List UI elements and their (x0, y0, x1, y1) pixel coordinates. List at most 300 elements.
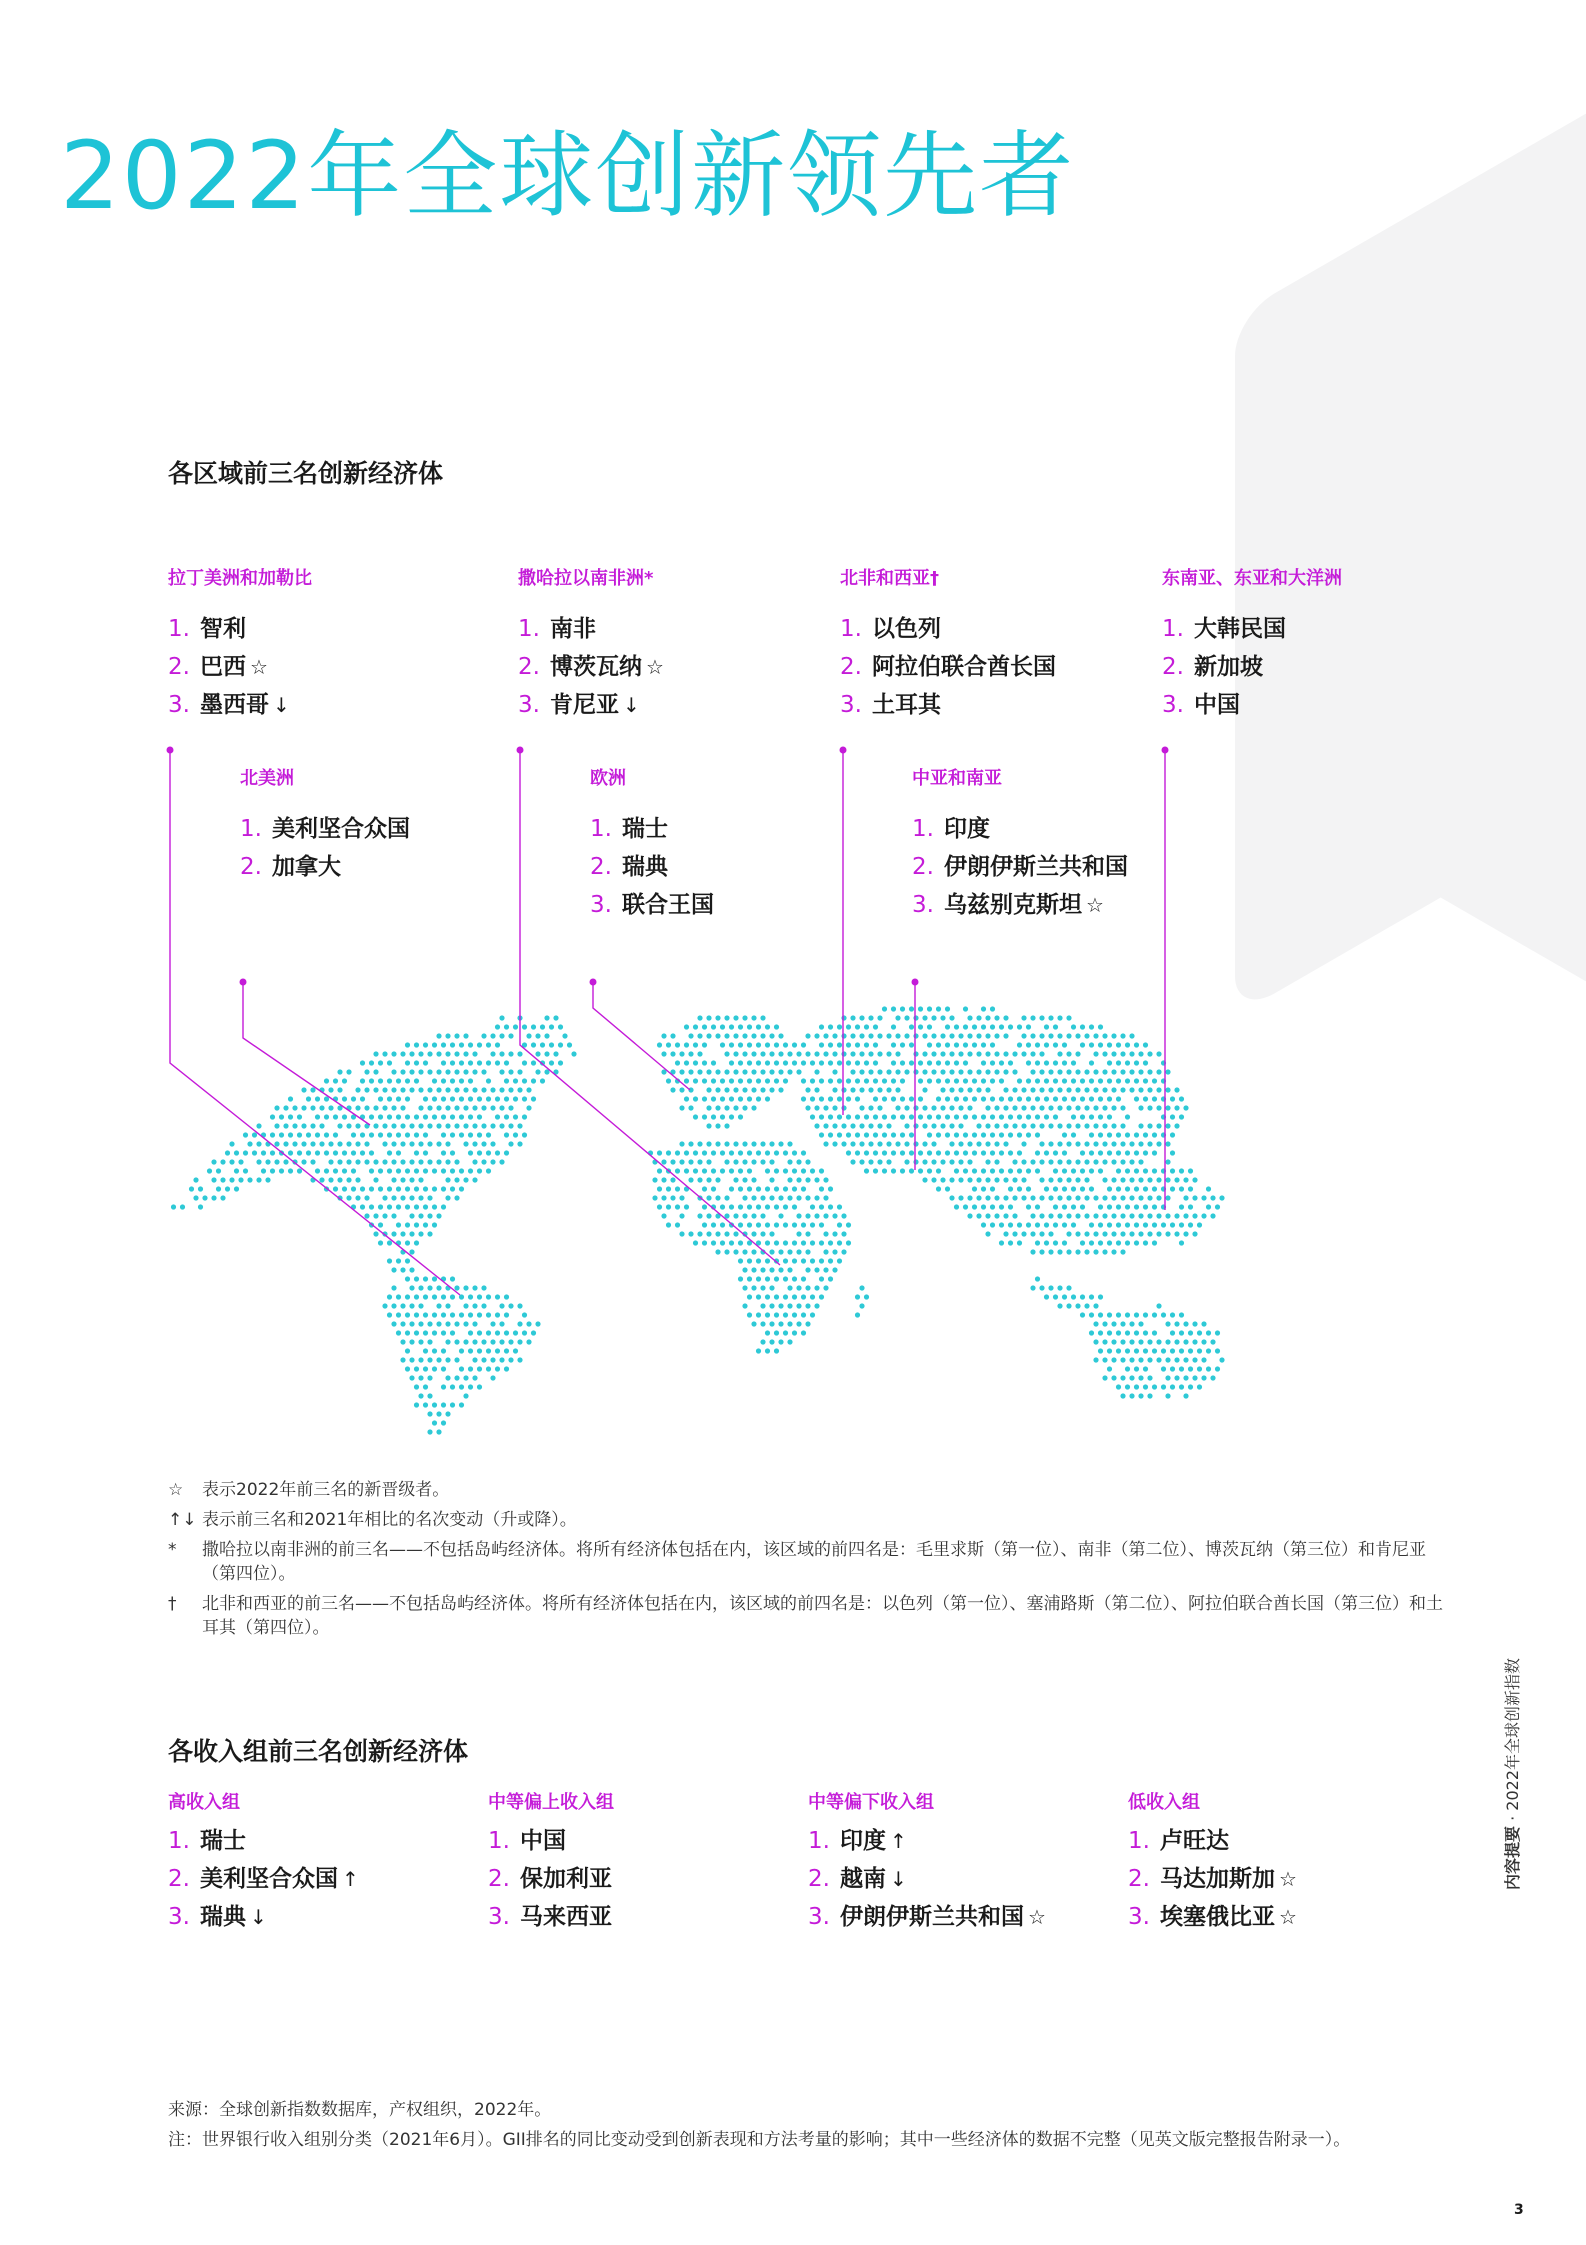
map-dot (445, 1339, 450, 1344)
map-dot (346, 1195, 351, 1200)
map-dot (1080, 1114, 1085, 1119)
map-dot (454, 1069, 459, 1074)
map-dot (985, 1231, 990, 1236)
map-dot (1026, 1114, 1031, 1119)
map-dot (427, 1069, 432, 1074)
map-dot (486, 1060, 491, 1065)
map-dot (490, 1123, 495, 1128)
map-dot (958, 1195, 963, 1200)
map-dot (1152, 1222, 1157, 1227)
map-dot (918, 1168, 923, 1173)
map-dot (562, 1033, 567, 1038)
list-item: 1. 卢旺达 (1128, 1828, 1229, 1854)
map-dot (873, 1060, 878, 1065)
map-dot (913, 1159, 918, 1164)
income-group-title: 高收入组 (168, 1792, 240, 1813)
map-dot (720, 1114, 725, 1119)
map-dot (886, 1159, 891, 1164)
list-item: 3. 马来西亚 (488, 1904, 612, 1930)
map-dot (477, 1060, 482, 1065)
map-dot (675, 1222, 680, 1227)
map-dot (504, 1132, 509, 1137)
map-dot (1084, 1033, 1089, 1038)
map-dot (990, 1204, 995, 1209)
map-dot (774, 1060, 779, 1065)
map-dot (1066, 1069, 1071, 1074)
map-dot (391, 1123, 396, 1128)
map-dot (801, 1078, 806, 1083)
map-dot (472, 1123, 477, 1128)
region-north-africa-west-asia (840, 564, 1170, 724)
income-group-lower-middle (808, 1788, 1138, 1936)
map-dot (1026, 1186, 1031, 1191)
map-dot (1102, 1195, 1107, 1200)
map-dot (981, 1096, 986, 1101)
map-dot (945, 1096, 950, 1101)
map-dot (1120, 1249, 1125, 1254)
map-dot (1102, 1159, 1107, 1164)
map-dot (868, 1123, 873, 1128)
map-dot (783, 1240, 788, 1245)
map-dot (526, 1087, 531, 1092)
map-dot (1012, 1105, 1017, 1110)
map-dot (837, 1258, 842, 1263)
map-dot (1107, 1078, 1112, 1083)
map-dot (1183, 1105, 1188, 1110)
map-dot (1057, 1105, 1062, 1110)
map-dot (999, 1204, 1004, 1209)
map-dot (414, 1312, 419, 1317)
map-dot (1039, 1231, 1044, 1236)
map-dot (733, 1033, 738, 1038)
map-dot (409, 1285, 414, 1290)
map-dot (171, 1204, 176, 1209)
map-dot (1084, 1303, 1089, 1308)
map-dot (454, 1321, 459, 1326)
map-dot (841, 1105, 846, 1110)
map-dot (1179, 1114, 1184, 1119)
map-dot (517, 1087, 522, 1092)
map-dot (486, 1330, 491, 1335)
map-dot (886, 1141, 891, 1146)
map-dot (522, 1024, 527, 1029)
map-dot (454, 1357, 459, 1362)
map-dot (427, 1285, 432, 1290)
map-dot (360, 1132, 365, 1137)
map-dot (657, 1168, 662, 1173)
map-dot (1062, 1240, 1067, 1245)
map-dot (432, 1186, 437, 1191)
map-dot (954, 1096, 959, 1101)
map-dot (1165, 1195, 1170, 1200)
map-dot (738, 1150, 743, 1155)
map-dot (958, 1141, 963, 1146)
map-dot (963, 1096, 968, 1101)
map-dot (868, 1069, 873, 1074)
map-dot (1080, 1312, 1085, 1317)
map-dot (981, 1132, 986, 1137)
map-dot (751, 1069, 756, 1074)
map-dot (436, 1033, 441, 1038)
map-dot (337, 1087, 342, 1092)
map-dot (985, 1033, 990, 1038)
map-dot (418, 1213, 423, 1218)
map-dot (1066, 1195, 1071, 1200)
map-dot (234, 1150, 239, 1155)
region-title: 中亚和南亚 (912, 768, 1002, 789)
list-item: 3. 联合王国 (590, 892, 714, 918)
map-dot (846, 1060, 851, 1065)
map-dot (535, 1033, 540, 1038)
map-dot (1048, 1195, 1053, 1200)
map-dot (756, 1150, 761, 1155)
map-dot (436, 1141, 441, 1146)
map-dot (918, 1096, 923, 1101)
map-dot (1129, 1213, 1134, 1218)
map-dot (778, 1195, 783, 1200)
map-dot (1183, 1177, 1188, 1182)
map-dot (918, 1150, 923, 1155)
map-dot (427, 1357, 432, 1362)
map-dot (450, 1042, 455, 1047)
map-dot (1017, 1150, 1022, 1155)
map-dot (711, 1114, 716, 1119)
map-dot (477, 1348, 482, 1353)
map-dot (810, 1060, 815, 1065)
map-dot (445, 1159, 450, 1164)
map-dot (319, 1123, 324, 1128)
list-item: 2. 加拿大 (240, 854, 341, 880)
map-dot (688, 1141, 693, 1146)
map-dot (1102, 1051, 1107, 1056)
map-dot (1161, 1312, 1166, 1317)
map-dot (1143, 1348, 1148, 1353)
map-dot (1098, 1150, 1103, 1155)
map-dot (774, 1150, 779, 1155)
map-dot (463, 1321, 468, 1326)
map-dot (891, 1168, 896, 1173)
map-dot (900, 1168, 905, 1173)
map-dot (391, 1213, 396, 1218)
map-dot (819, 1132, 824, 1137)
map-dot (1201, 1195, 1206, 1200)
map-dot (1161, 1384, 1166, 1389)
map-dot (1057, 1015, 1062, 1020)
map-dot (756, 1276, 761, 1281)
map-dot (373, 1177, 378, 1182)
map-dot (1116, 1060, 1121, 1065)
sources-notes (168, 2095, 1350, 2155)
map-dot (778, 1051, 783, 1056)
map-dot (1075, 1159, 1080, 1164)
map-dot (1147, 1105, 1152, 1110)
map-dot (468, 1312, 473, 1317)
map-dot (1125, 1366, 1130, 1371)
map-dot (1107, 1132, 1112, 1137)
map-dot (949, 1069, 954, 1074)
map-dot (1089, 1330, 1094, 1335)
map-dot (238, 1159, 243, 1164)
map-dot (495, 1330, 500, 1335)
map-dot (913, 1069, 918, 1074)
map-dot (310, 1141, 315, 1146)
map-dot (324, 1078, 329, 1083)
map-dot (1165, 1177, 1170, 1182)
map-dot (441, 1186, 446, 1191)
map-dot (441, 1402, 446, 1407)
map-dot (490, 1033, 495, 1038)
map-dot (463, 1339, 468, 1344)
map-dot (949, 1141, 954, 1146)
map-dot (391, 1177, 396, 1182)
map-dot (1120, 1177, 1125, 1182)
map-dot (787, 1051, 792, 1056)
map-dot (1179, 1240, 1184, 1245)
map-dot (967, 1159, 972, 1164)
map-dot (819, 1078, 824, 1083)
map-dot (1107, 1060, 1112, 1065)
map-dot (877, 1123, 882, 1128)
list-item: 1. 南非 (518, 616, 596, 642)
map-dot (1179, 1096, 1184, 1101)
map-dot (297, 1132, 302, 1137)
map-dot (481, 1357, 486, 1362)
map-dot (1143, 1240, 1148, 1245)
map-dot (1215, 1366, 1220, 1371)
map-dot (990, 1186, 995, 1191)
map-dot (508, 1123, 513, 1128)
map-dot (756, 1312, 761, 1317)
map-dot (711, 1096, 716, 1101)
map-dot (382, 1195, 387, 1200)
map-dot (409, 1123, 414, 1128)
region-europe (590, 764, 920, 924)
map-dot (976, 1069, 981, 1074)
map-dot (1111, 1141, 1116, 1146)
map-dot (1053, 1222, 1058, 1227)
footnote-north-africa: † 北非和西亚的前三名——不包括岛屿经济体。将所有经济体包括在内，该区域的前四名是：以色列（第一位）、塞浦路斯（第二位）、阿拉伯联合酋长国（第三位）和土耳其（第四位）。 (168, 1594, 1443, 1638)
map-dot (1044, 1186, 1049, 1191)
map-dot (477, 1132, 482, 1137)
map-dot (1080, 1096, 1085, 1101)
map-dot (423, 1384, 428, 1389)
map-dot (715, 1015, 720, 1020)
map-dot (882, 1114, 887, 1119)
map-dot (1048, 1015, 1053, 1020)
map-dot (517, 1321, 522, 1326)
map-dot (1021, 1123, 1026, 1128)
map-dot (729, 1150, 734, 1155)
map-dot (463, 1051, 468, 1056)
map-dot (837, 1042, 842, 1047)
map-dot (769, 1069, 774, 1074)
map-dot (481, 1105, 486, 1110)
map-dot (774, 1186, 779, 1191)
list-item: 2. 美利坚合众国 ↑ (168, 1866, 359, 1892)
map-dot (1089, 1240, 1094, 1245)
map-dot (1116, 1222, 1121, 1227)
map-dot (1188, 1330, 1193, 1335)
map-dot (337, 1159, 342, 1164)
map-dot (1048, 1249, 1053, 1254)
map-dot (756, 1024, 761, 1029)
rank-list (488, 1822, 818, 1936)
map-dot (940, 1051, 945, 1056)
map-dot (1156, 1087, 1161, 1092)
map-dot (211, 1195, 216, 1200)
map-dot (301, 1105, 306, 1110)
map-dot (922, 1141, 927, 1146)
map-dot (765, 1150, 770, 1155)
map-dot (931, 1015, 936, 1020)
map-dot (486, 1096, 491, 1101)
map-dot (990, 1168, 995, 1173)
map-dot (1183, 1375, 1188, 1380)
map-dot (1066, 1177, 1071, 1182)
map-dot (432, 1276, 437, 1281)
map-dot (715, 1141, 720, 1146)
map-dot (1215, 1348, 1220, 1353)
map-dot (553, 1051, 558, 1056)
map-dot (418, 1051, 423, 1056)
map-dot (513, 1132, 518, 1137)
map-dot (396, 1204, 401, 1209)
map-dot (409, 1069, 414, 1074)
map-dot (360, 1204, 365, 1209)
map-dot (193, 1195, 198, 1200)
map-dot (427, 1141, 432, 1146)
map-dot (828, 1060, 833, 1065)
map-dot (508, 1303, 513, 1308)
map-dot (751, 1159, 756, 1164)
map-dot (432, 1042, 437, 1047)
map-dot (810, 1114, 815, 1119)
map-dot (972, 1114, 977, 1119)
map-dot (990, 1024, 995, 1029)
map-dot (733, 1159, 738, 1164)
map-dot (1084, 1177, 1089, 1182)
map-dot (702, 1024, 707, 1029)
map-dot (999, 1096, 1004, 1101)
map-dot (427, 1429, 432, 1434)
map-dot (783, 1258, 788, 1263)
map-dot (895, 1015, 900, 1020)
map-dot (679, 1231, 684, 1236)
map-dot (454, 1339, 459, 1344)
map-dot (405, 1258, 410, 1263)
region-latin-america (168, 564, 498, 724)
map-dot (1116, 1096, 1121, 1101)
map-dot (1188, 1186, 1193, 1191)
map-dot (297, 1168, 302, 1173)
map-dot (463, 1033, 468, 1038)
map-dot (1035, 1150, 1040, 1155)
map-dot (1111, 1375, 1116, 1380)
map-dot (972, 1078, 977, 1083)
map-dot (387, 1258, 392, 1263)
map-dot (895, 1141, 900, 1146)
map-dot (720, 1042, 725, 1047)
map-dot (472, 1357, 477, 1362)
map-dot (1116, 1348, 1121, 1353)
map-dot (756, 1042, 761, 1047)
map-dot (1188, 1222, 1193, 1227)
map-dot (778, 1033, 783, 1038)
map-dot (999, 1150, 1004, 1155)
map-dot (1129, 1231, 1134, 1236)
map-dot (472, 1141, 477, 1146)
map-dot (751, 1105, 756, 1110)
map-dot (432, 1204, 437, 1209)
leader-north-africa-west-asia-dot (840, 747, 847, 754)
map-dot (936, 1132, 941, 1137)
list-item: 2. 马达加斯加 ☆ (1128, 1866, 1297, 1892)
map-dot (526, 1105, 531, 1110)
map-dot (751, 1087, 756, 1092)
income-group-title: 低收入组 (1128, 1792, 1200, 1813)
map-dot (1008, 1186, 1013, 1191)
map-dot (288, 1132, 293, 1137)
map-dot (405, 1276, 410, 1281)
map-dot (1012, 1123, 1017, 1128)
map-dot (409, 1087, 414, 1092)
map-dot (774, 1042, 779, 1047)
map-dot (796, 1195, 801, 1200)
map-dot (450, 1186, 455, 1191)
map-dot (373, 1051, 378, 1056)
map-dot (1134, 1168, 1139, 1173)
map-dot (378, 1240, 383, 1245)
page-title: 2022年全球创新领先者 (60, 122, 1076, 231)
rank-list (1128, 1822, 1458, 1936)
map-dot (396, 1294, 401, 1299)
map-dot (364, 1087, 369, 1092)
map-dot (450, 1060, 455, 1065)
map-dot (1102, 1033, 1107, 1038)
map-dot (985, 1213, 990, 1218)
map-dot (765, 1330, 770, 1335)
map-dot (724, 1123, 729, 1128)
map-dot (1134, 1330, 1139, 1335)
map-dot (864, 1150, 869, 1155)
map-dot (796, 1321, 801, 1326)
map-dot (1134, 1366, 1139, 1371)
map-dot (967, 1087, 972, 1092)
map-dot (1089, 1042, 1094, 1047)
map-dot (459, 1060, 464, 1065)
map-dot (319, 1105, 324, 1110)
map-dot (229, 1159, 234, 1164)
map-dot (391, 1051, 396, 1056)
map-dot (463, 1375, 468, 1380)
map-dot (513, 1114, 518, 1119)
map-dot (1093, 1195, 1098, 1200)
map-dot (400, 1177, 405, 1182)
map-dot (445, 1123, 450, 1128)
map-dot (1183, 1393, 1188, 1398)
map-dot (409, 1303, 414, 1308)
map-dot (1102, 1069, 1107, 1074)
map-dot (697, 1069, 702, 1074)
map-dot (742, 1195, 747, 1200)
map-dot (193, 1177, 198, 1182)
map-dot (706, 1015, 711, 1020)
income-section-heading: 各收入组前三名创新经济体 (168, 1737, 469, 1766)
map-dot (436, 1303, 441, 1308)
map-dot (796, 1069, 801, 1074)
map-dot (391, 1303, 396, 1308)
map-dot (1134, 1132, 1139, 1137)
